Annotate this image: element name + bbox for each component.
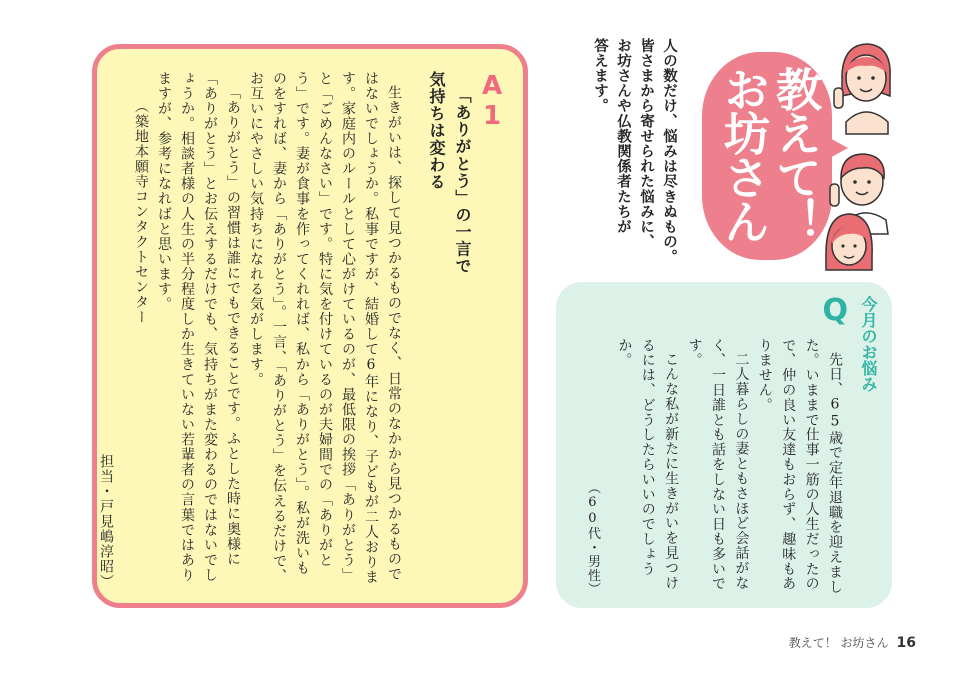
intro-line-2: 皆さまから寄せられた悩みに、 (638, 38, 654, 250)
question-heading: 今月のお悩み (859, 296, 878, 392)
title-bubble (702, 52, 832, 260)
answer-heading-line1: 「ありがとう」の一言で (453, 87, 472, 275)
intro-line-3: お坊さんや仏教関係者たちが (615, 38, 631, 235)
answer-label: A1 (477, 71, 507, 131)
woman-bottom-icon (826, 214, 872, 270)
intro-line-4: 答えます。 (592, 38, 608, 114)
people-illustration (816, 34, 902, 274)
answer-heading-line2: 気持ちは変わる (427, 71, 446, 191)
question-paragraph-1: 先日、65歳で定年退職を迎えました。いままで仕事一筋の人生だったので、仲の良い友達もおらず、趣味もありません。 (756, 338, 843, 595)
question-paragraph-2: 二人暮らしの妻ともさほど会話がなく、一日誰とも話をしない日も多いです。 (686, 338, 750, 592)
page-number: 16 (896, 635, 916, 651)
question-text (581, 338, 846, 596)
question-paragraph-3: こんな私が新たに生きがいを見つけるには、どうしたらいいのでしょうか。 (616, 338, 680, 591)
intro-line-1: 人の数だけ、悩みは尽きぬもの。 (661, 38, 677, 265)
answer-heading (423, 71, 475, 589)
answer-org: （築地本願寺コンタクトセンター (133, 99, 149, 325)
answer-text (94, 71, 505, 589)
answer-signature: 担当・戸見嶋淳昭） (98, 453, 114, 589)
answer-box (92, 44, 528, 608)
answer-label-line (479, 71, 505, 589)
woman-top-icon (834, 44, 890, 134)
question-box (556, 282, 892, 608)
answer-paragraph-1: 生きがいは、探して見つかるものでなく、日常のなかから見つかるものではないでしょうか。私事ですが、結婚して6年になり、子どもが二人おります。家庭内のルールとして心がけているのが、最低限の挨拶「ありがとう」と「ごめんなさい」です。特に気を付けているのが夫婦間での「ありがとう」です。妻が食事を作ってくれれば、私から「ありがとう」。私が洗いものをすれば、妻から「ありがとう」。一言、「ありがとう」を伝えるだけで、お互いにやさしい気持ちになれる気がします。 (248, 71, 402, 585)
footer-label: 教えて！ お坊さん (788, 636, 889, 650)
intro-text (588, 38, 680, 278)
page-footer (789, 634, 916, 651)
page-title: 教えて！お坊さん (717, 66, 823, 242)
answer-paragraph-2: 「ありがとう」の習慣は誰にでもできることです。ふとした時に奥様に「ありがとう」とお伝えするだけでも、気持ちがまた変わるのではないでしょうか。相談者様の人生の半分程度しか生きていない若輩者の言葉ではありますが、参考になればと思います。 (156, 71, 241, 583)
question-author: （60代・男性） (584, 480, 600, 596)
question-label: Q (822, 293, 848, 328)
